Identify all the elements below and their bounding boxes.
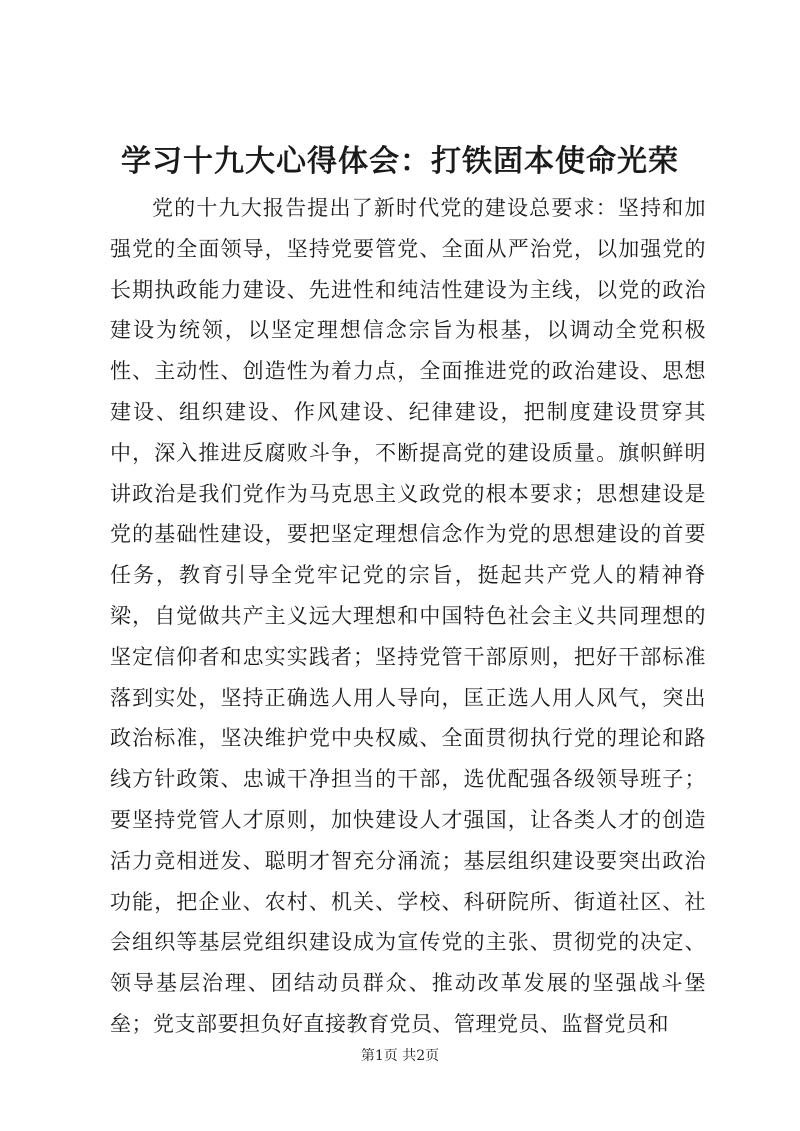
document-title: 学习十九大心得体会：打铁固本使命光荣 [121,144,679,179]
page-footer: 第1页 共2页 [360,1048,440,1064]
body-paragraph: 党的十九大报告提出了新时代党的建设总要求：坚持和加强党的全面领导，坚持党要管党、全面从严治党，以加强党的长期执政能力建设、先进性和纯洁性建设为主线，以党的政治建设为统领，以坚定理想信念宗旨为根基，以调动全党积极性、主动性、创造性为着力点，全面推进党的政治建设、思想建设、组织建设、作风建设、纪律建设，把制度建设贯穿其中，深入推进反腐败斗争，不断提高党的建设质量。旗帜鲜明讲政治是我们党作为马克思主义政党的根本要求；思想建设是党的基础性建设，要把坚定理想信念作为党的思想建设的首要任务，教育引导全党牢记党的宗旨，挺起共产党人的精神脊梁，自觉做共产主义远大理想和中国特色社会主义共同理想的坚定信仰者和忠实实践者；坚持党管干部原则，把好干部标准落到实处，坚持正确选人用人导向，匡正选人用人风气，突出政治标准，坚决维护党中央权威、全面贯彻执行党的理论和路线方针政策、忠诚干净担当的干部，选优配强各级领导班子；要坚持党管人才原则，加快建设人才强国，让各类人才的创造活力竞相迸发、聪明才智充分涌流；基层组织建设要突出政治功能，把企业、农村、机关、学校、科研院所、街道社区、社会组织等基层党组织建设成为宣传党的主张、贯彻党的决定、领导基层治理、团结动员群众、推动改革发展的坚强战斗堡垒；党支部要担负好直接教育党员、管理党员、监督党员和 [110,196,706,1036]
